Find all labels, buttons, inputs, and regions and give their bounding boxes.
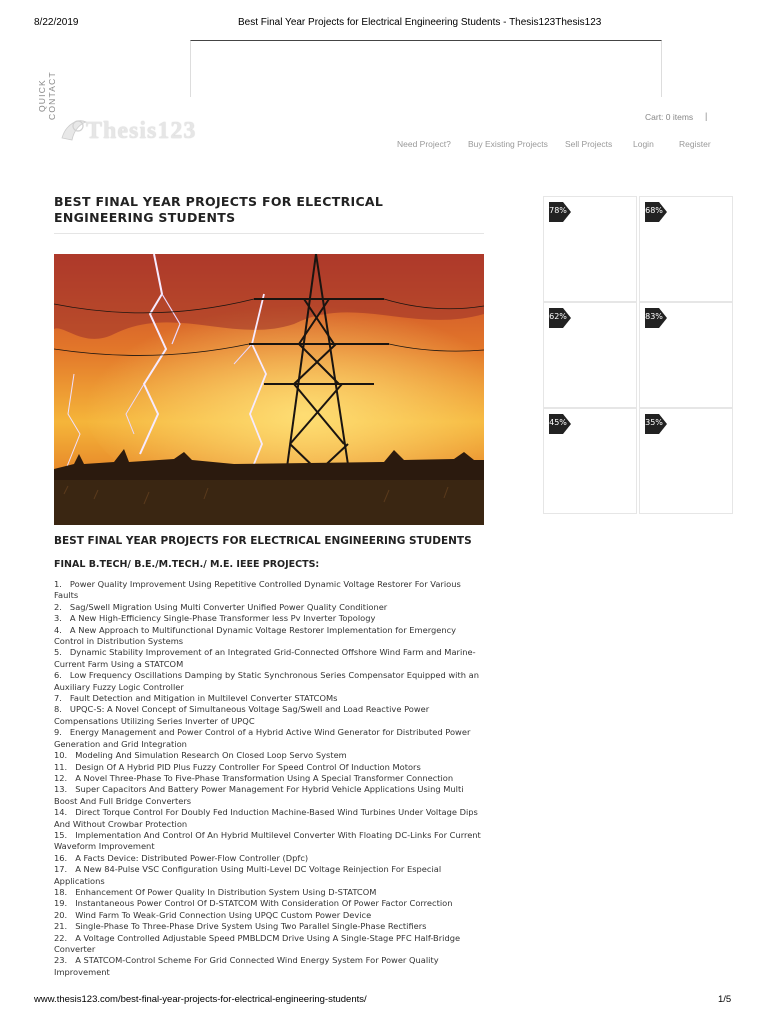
ad-product-tile[interactable] — [639, 196, 733, 302]
project-list-item — [54, 693, 484, 704]
page-title: BEST FINAL YEAR PROJECTS FOR ELECTRICAL ENGINEERING STUDENTS — [54, 194, 384, 225]
project-list-heading: FINAL B.TECH/ B.E./M.TECH./ M.E. IEEE PROJECTS: — [54, 559, 320, 570]
project-number: 8. — [54, 704, 62, 715]
project-title: Enhancement Of Power Quality In Distribution System Using D-STATCOM — [75, 886, 377, 897]
project-title: Super Capacitors And Battery Power Management For Hybrid Vehicle Applications Using Multi Boost And Full Bridge Converters — [54, 784, 464, 806]
project-title: Energy Management and Power Control of a Hybrid Active Wind Generator for Distributed Power Generation and Grid Integration — [54, 727, 471, 749]
ad-product-tile[interactable] — [639, 302, 733, 408]
project-title: Dynamic Stability Improvement of an Integrated Grid-Connected Offshore Wind Farm and Marine-Current Farm Using a STATCOM — [54, 647, 476, 669]
project-title: A Facts Device: Distributed Power-Flow Controller (Dpfc) — [75, 852, 309, 863]
print-date: 8/22/2019 — [34, 17, 79, 28]
project-number: 4. — [54, 624, 62, 635]
project-title: Fault Detection and Mitigation in Multilevel Converter STATCOMs — [69, 693, 338, 704]
cart-link[interactable]: Cart: 0 items — [645, 112, 694, 122]
project-title: Modeling And Simulation Research On Closed Loop Servo System — [75, 750, 347, 761]
discount-percent: 83% — [645, 312, 663, 321]
project-title: Single-Phase To Three-Phase Drive System Using Two Parallel Single-Phase Rectifiers — [75, 921, 427, 932]
project-title: Low Frequency Oscillations Damping by Static Synchronous Series Compensator Equipped with an Auxiliary Fuzzy Logic Controller — [54, 670, 479, 692]
project-list-item — [54, 807, 484, 830]
project-number: 6. — [54, 670, 62, 681]
project-number: 21. — [54, 921, 68, 932]
project-number: 3. — [54, 613, 62, 624]
ad-product-tile[interactable] — [543, 408, 637, 514]
project-number: 17. — [54, 864, 68, 875]
discount-percent: 45% — [549, 418, 567, 427]
project-list-item — [54, 864, 484, 887]
project-list — [54, 579, 484, 978]
project-number: 20. — [54, 909, 68, 920]
project-list-item — [54, 602, 484, 613]
cart-separator: | — [705, 111, 708, 121]
discount-percent: 68% — [645, 206, 663, 215]
project-number: 12. — [54, 772, 68, 783]
project-list-item — [54, 784, 484, 807]
project-title: A New 84-Pulse VSC Configuration Using Multi-Level DC Voltage Reinjection For Especial Applications — [54, 864, 442, 886]
project-list-item — [54, 762, 484, 773]
quick-contact-tab[interactable]: QUICK CONTACT — [37, 71, 57, 121]
project-number: 14. — [54, 807, 68, 818]
print-url: www.thesis123.com/best-final-year-projects-for-electrical-engineering-students/ — [34, 994, 367, 1005]
project-list-item — [54, 898, 484, 909]
project-title: Implementation And Control Of An Hybrid Multilevel Converter With Floating DC-Links For Current Waveform Improvement — [54, 829, 481, 852]
project-list-item — [54, 727, 484, 750]
project-title: Direct Torque Control For Doubly Fed Induction Machine-Based Wind Turbines Under Voltage Dips And Without Crowbar Protection — [54, 807, 478, 829]
print-page-number: 1/5 — [718, 994, 732, 1005]
hero-image-power-pylon — [54, 254, 484, 525]
project-list-item — [54, 773, 484, 784]
project-list-item — [54, 704, 484, 727]
project-list-item — [54, 647, 484, 670]
project-list-item — [54, 750, 484, 761]
project-number: 10. — [54, 750, 68, 761]
project-number: 2. — [54, 601, 62, 612]
project-title: Design Of A Hybrid PID Plus Fuzzy Controller For Speed Control Of Induction Motors — [75, 761, 421, 772]
project-number: 15. — [54, 829, 68, 840]
project-list-item — [54, 933, 484, 956]
project-number: 16. — [54, 852, 68, 863]
discount-percent: 78% — [549, 206, 567, 215]
nav-need-project[interactable]: Need Project? — [397, 139, 451, 149]
project-number: 22. — [54, 932, 68, 943]
ad-product-tile[interactable] — [543, 196, 637, 302]
project-number: 18. — [54, 886, 68, 897]
project-list-item — [54, 910, 484, 921]
print-page-title: Best Final Year Projects for Electrical Engineering Students - Thesis123Thesis123 — [238, 17, 602, 28]
project-list-item — [54, 887, 484, 898]
project-title: Wind Farm To Weak-Grid Connection Using UPQC Custom Power Device — [75, 909, 372, 920]
nav-buy-existing-projects[interactable]: Buy Existing Projects — [468, 139, 548, 149]
project-number: 19. — [54, 898, 68, 909]
discount-percent: 35% — [645, 418, 663, 427]
project-list-item — [54, 579, 484, 602]
nav-login[interactable]: Login — [633, 139, 654, 149]
project-list-item — [54, 955, 484, 978]
project-title: A Novel Three-Phase To Five-Phase Transformation Using A Special Transformer Connection — [75, 772, 454, 783]
logo-wordmark[interactable]: Thesis123 — [86, 118, 197, 144]
project-number: 11. — [54, 761, 68, 772]
project-number: 5. — [54, 647, 62, 658]
project-title: A New High-Efficiency Single-Phase Transformer less Pv Inverter Topology — [69, 613, 376, 624]
nav-register[interactable]: Register — [679, 139, 711, 149]
header-banner-frame — [190, 40, 662, 97]
project-title: UPQC-S: A Novel Concept of Simultaneous Voltage Sag/Swell and Load Reactive Power Compensations Utilizing Series Inverter of UPQC — [54, 704, 430, 726]
project-title: Sag/Swell Migration Using Multi Converter Unified Power Quality Conditioner — [69, 601, 388, 612]
project-list-item — [54, 613, 484, 624]
project-title: A Voltage Controlled Adjustable Speed PMBLDCM Drive Using A Single-Stage PFC Half-Bridge Converter — [54, 932, 461, 954]
project-number: 7. — [54, 693, 62, 704]
discount-percent: 62% — [549, 312, 567, 321]
project-list-item — [54, 921, 484, 932]
project-number: 9. — [54, 727, 62, 738]
article-subheading: BEST FINAL YEAR PROJECTS FOR ELECTRICAL ENGINEERING STUDENTS — [54, 535, 472, 547]
ad-product-tile[interactable] — [543, 302, 637, 408]
project-list-item — [54, 853, 484, 864]
ad-product-tile[interactable] — [639, 408, 733, 514]
project-title: A STATCOM-Control Scheme For Grid Connected Wind Energy System For Power Quality Improvement — [54, 955, 439, 977]
project-title: Instantaneous Power Control Of D-STATCOM With Consideration Of Power Factor Correction — [75, 898, 453, 909]
project-number: 13. — [54, 784, 68, 795]
project-list-item — [54, 670, 484, 693]
title-divider — [54, 233, 484, 234]
project-list-item — [54, 830, 484, 853]
project-title: A New Approach to Multifunctional Dynamic Voltage Restorer Implementation for Emergency Control in Distribution Systems — [54, 624, 457, 647]
project-list-item — [54, 625, 484, 648]
project-title: Power Quality Improvement Using Repetitive Controlled Dynamic Voltage Restorer For Various Faults — [54, 579, 461, 601]
project-number: 1. — [54, 579, 62, 589]
nav-sell-projects[interactable]: Sell Projects — [565, 139, 613, 149]
project-number: 23. — [54, 955, 68, 966]
